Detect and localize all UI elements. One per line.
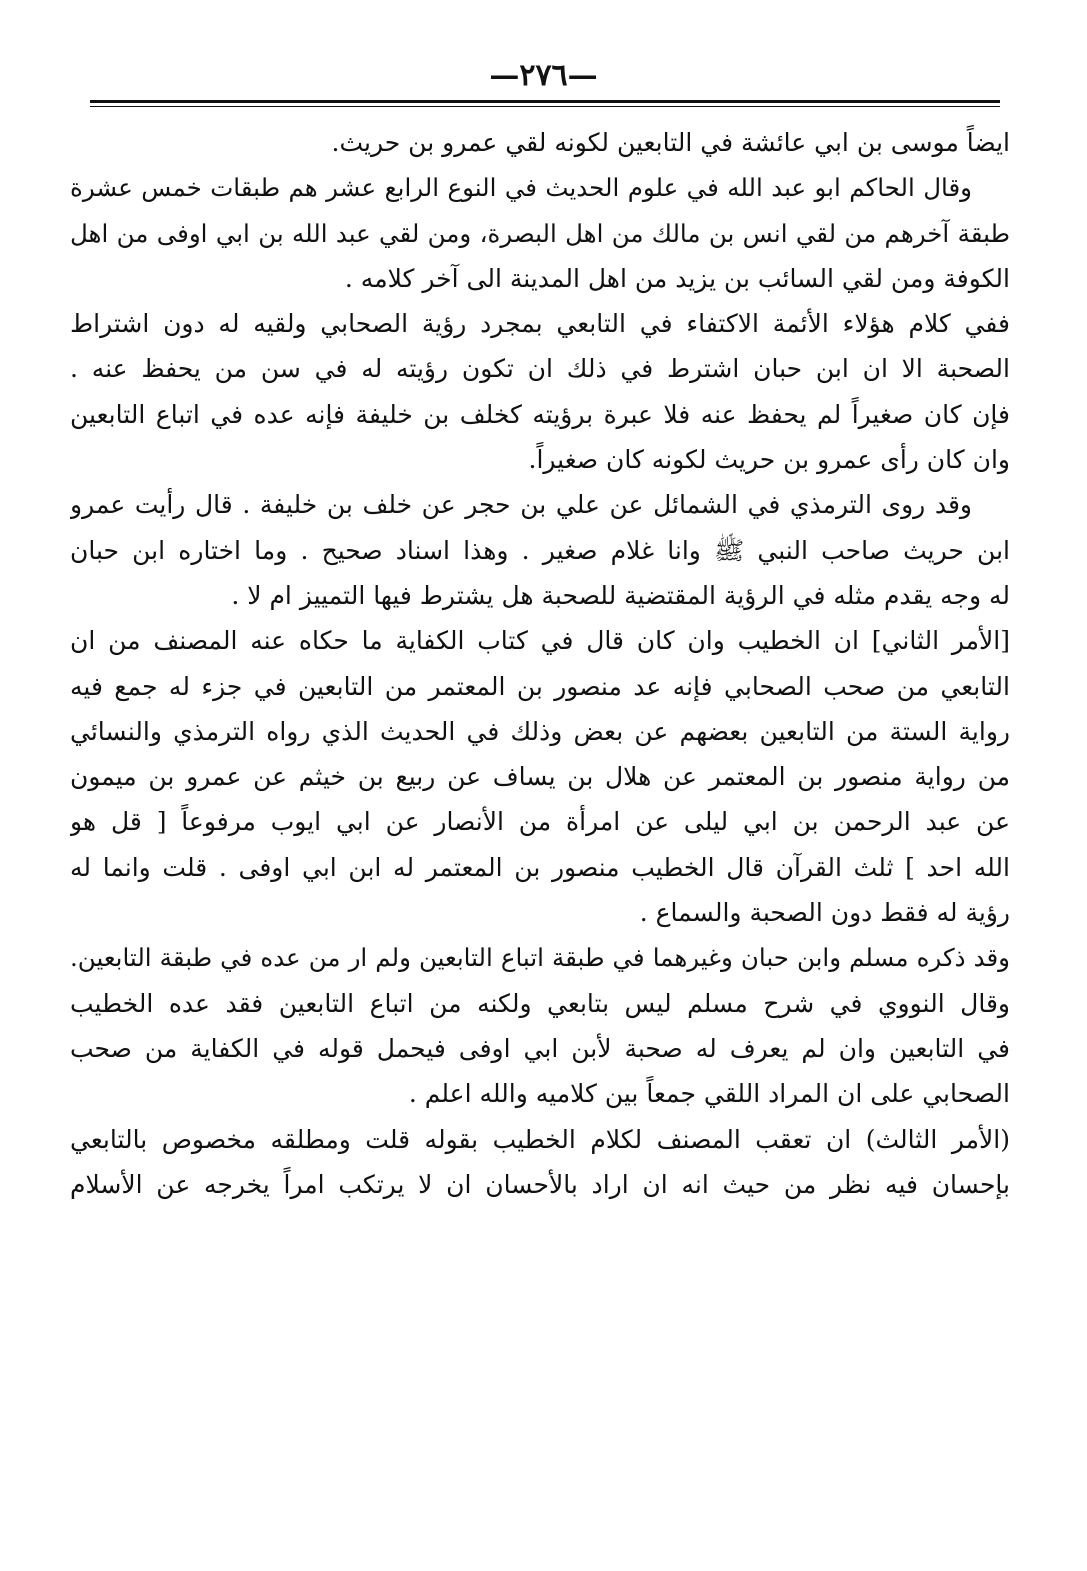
text-line: وان كان رأى عمرو بن حريث لكونه كان صغيراً. bbox=[528, 445, 1010, 475]
text-line: ابن حريث صاحب النبي ﷺ وانا غلام صغير . وهذا اسناد صحيح . وما اختاره ابن حبان bbox=[70, 535, 1010, 565]
text-line: بإحسان فيه نظر من حيث انه ان اراد بالأحسان ان لا يرتكب امراً يخرجه عن الأسلام bbox=[70, 1169, 1010, 1199]
text-line: في التابعين وان لم يعرف له صحبة لأبن ابي اوفى فيحمل قوله في الكفاية من صحب bbox=[70, 1033, 1010, 1063]
page-number: —٢٧٦— bbox=[489, 58, 598, 93]
text-line: رواية الستة من التابعين بعضهم عن بعض وذلك في الحديث الذي رواه الترمذي والنسائي bbox=[70, 716, 1010, 746]
text-line: (الأمر الثالث) ان تعقب المصنف لكلام الخطيب بقوله قلت ومطلقه مخصوص بالتابعي bbox=[70, 1124, 1010, 1154]
text-line: طبقة آخرهم من لقي انس بن مالك من اهل البصرة، ومن لقي عبد الله بن ابي اوفى من اهل bbox=[70, 218, 1010, 248]
text-line: ففي كلام هؤلاء الأئمة الاكتفاء في التابعي بمجرد رؤية الصحابي ولقيه له دون اشتراط bbox=[70, 309, 1010, 339]
text-line: له وجه يقدم مثله في الرؤية المقتضية للصحبة هل يشترط فيها التمييز ام لا . bbox=[231, 580, 1010, 610]
text-line: وقال الحاكم ابو عبد الله في علوم الحديث في النوع الرابع عشر هم طبقات خمس عشرة bbox=[70, 173, 972, 203]
text-line: التابعي من صحب الصحابي فإنه عد منصور بن المعتمر من التابعين في جزء له جمع فيه bbox=[70, 671, 1010, 701]
text-line: من رواية منصور بن المعتمر عن هلال بن يساف عن ربيع بن خيثم عن عمرو بن ميمون bbox=[70, 762, 1010, 792]
text-line: الكوفة ومن لقي السائب بن يزيد من اهل المدينة الى آخر كلامه . bbox=[344, 263, 1010, 293]
text-line: وقال النووي في شرح مسلم ليس بتابعي ولكنه من اتباع التابعين فقد عده الخطيب bbox=[70, 988, 1010, 1018]
text-line: الصحبة الا ان ابن حبان اشترط في ذلك ان تكون رؤيته له في سن من يحفظ عنه . bbox=[70, 354, 1010, 384]
text-line: وقد ذكره مسلم وابن حبان وغيرهما في طبقة اتباع التابعين ولم ار من عده في طبقة التابعين. bbox=[70, 943, 1010, 973]
body-text bbox=[70, 120, 1010, 1207]
text-line: وقد روى الترمذي في الشمائل عن علي بن حجر عن خلف بن خليفة . قال رأيت عمرو bbox=[70, 490, 972, 520]
text-line: عن عبد الرحمن بن ابي ليلى عن امرأة من الأنصار عن ابي ايوب مرفوعاً [ قل هو bbox=[70, 807, 1010, 837]
header-rule-thin bbox=[90, 106, 1000, 107]
text-line: [الأمر الثاني] ان الخطيب وان كان قال في كتاب الكفاية ما حكاه عنه المصنف من ان bbox=[70, 626, 1010, 656]
text-line: فإن كان صغيراً لم يحفظ عنه فلا عبرة برؤيته كخلف بن خليفة فإنه عده في اتباع التابعين bbox=[70, 399, 1010, 429]
text-line: الصحابي على ان المراد اللقي جمعاً بين كلاميه والله اعلم . bbox=[408, 1079, 1010, 1109]
text-line: ايضاً موسى بن ابي عائشة في التابعين لكونه لقي عمرو بن حريث. bbox=[331, 128, 1010, 157]
header-rule-thick bbox=[90, 100, 1000, 103]
text-line: الله احد ] ثلث القرآن قال الخطيب منصور بن المعتمر له ابن ابي اوفى . قلت وانما له bbox=[70, 852, 1010, 882]
text-line: رؤية له فقط دون الصحبة والسماع . bbox=[639, 898, 1010, 928]
